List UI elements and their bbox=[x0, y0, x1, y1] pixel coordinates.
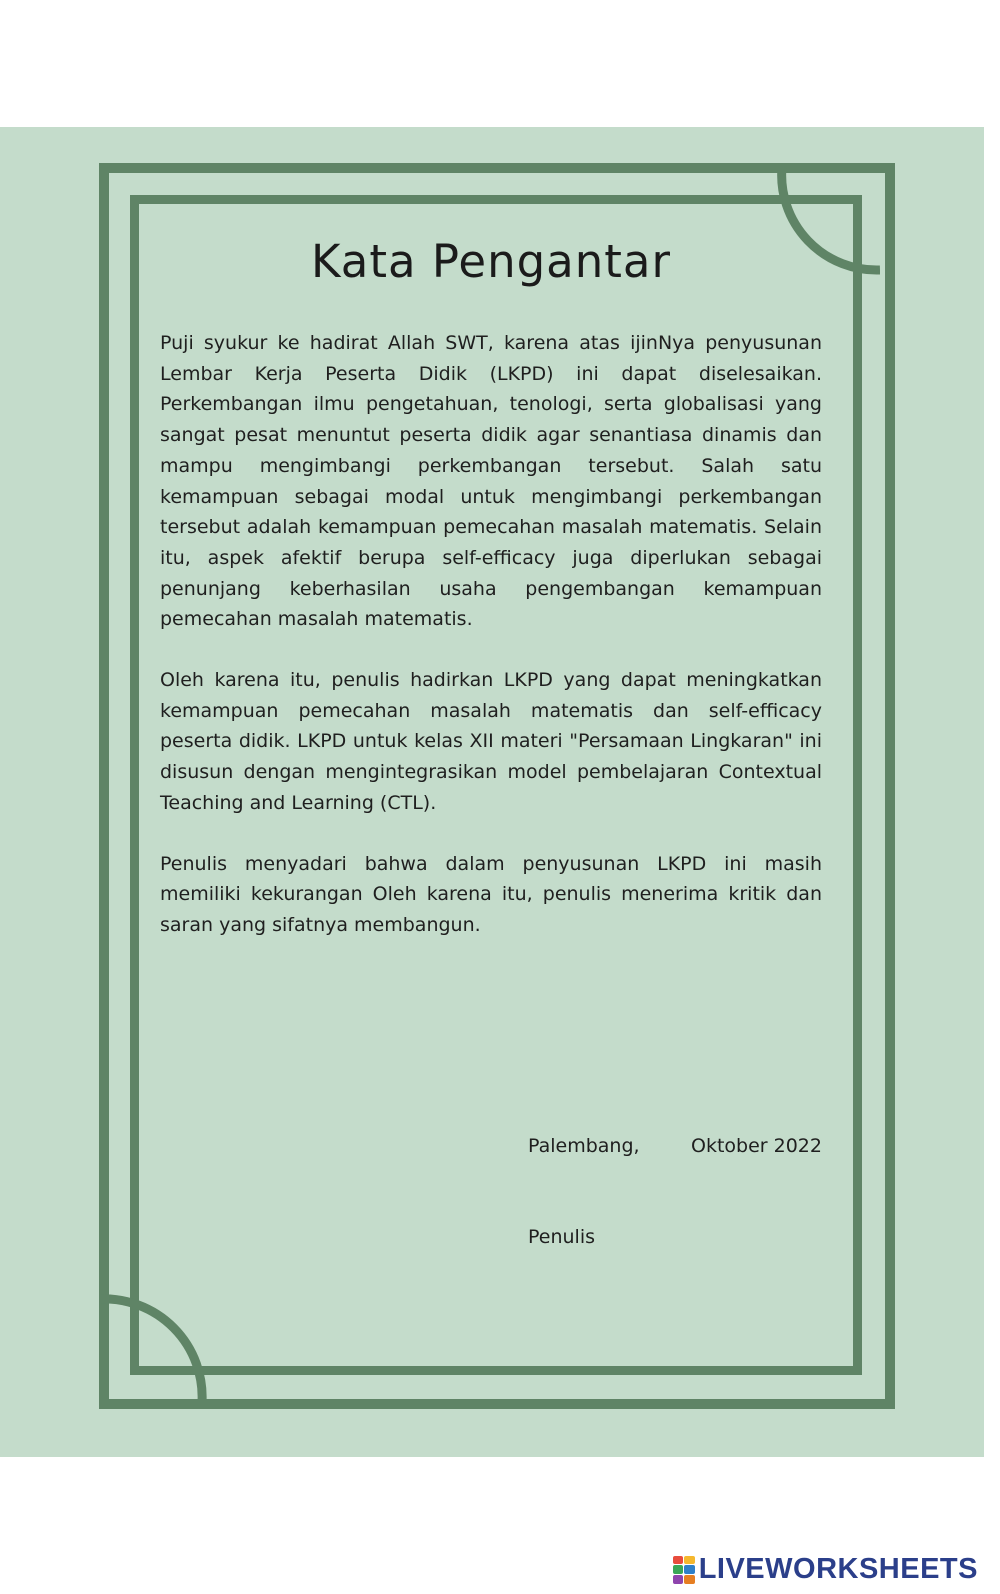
paragraph-3: Penulis menyadari bahwa dalam penyusunan LKPD ini masih memiliki kekurangan Oleh karena itu, penulis menerima kritik dan saran yang sifatnya membangun. bbox=[160, 852, 822, 936]
signature-date: Oktober 2022 bbox=[691, 1135, 822, 1157]
watermark-text: LIVEWORKSHEETS bbox=[698, 1553, 978, 1585]
corner-arc-bottom-left-icon bbox=[100, 1287, 215, 1402]
liveworksheets-logo-icon bbox=[673, 1556, 695, 1584]
letter-content bbox=[160, 227, 822, 971]
page-title: Kata Pengantar bbox=[311, 235, 671, 288]
document-page bbox=[0, 127, 984, 1457]
liveworksheets-watermark bbox=[673, 1553, 978, 1586]
signature-place: Palembang, bbox=[528, 1135, 640, 1157]
paragraph-2: Oleh karena itu, penulis hadirkan LKPD yang dapat meningkatkan kemampuan pemecahan masalah matematis dan self-efficacy peserta didik. LKPD untuk kelas XII materi "Persamaan Lingkaran" ini disusun dengan mengintegrasikan model pembelajaran Contextual Teaching and Learning (CTL). bbox=[160, 669, 822, 814]
signature-place-date bbox=[528, 1135, 822, 1157]
signature-author: Penulis bbox=[528, 1226, 596, 1248]
paragraph-1: Puji syukur ke hadirat Allah SWT, karena atas ijinNya penyusunan Lembar Kerja Peserta Didik (LKPD) ini dapat diselesaikan. Perkembangan ilmu pengetahuan, tenologi, serta globalisasi yang sangat pesat menuntut peserta didik agar senantiasa dinamis dan mampu mengimbangi perkembangan tersebut. Salah satu kemampuan sebagai modal untuk mengimbangi perkembangan tersebut adalah kemampuan pemecahan masalah matematis. Selain itu, aspek afektif berupa self-efficacy juga diperlukan sebagai penunjang keberhasilan usaha pengembangan kemampuan pemecahan masalah matematis. bbox=[160, 332, 822, 631]
